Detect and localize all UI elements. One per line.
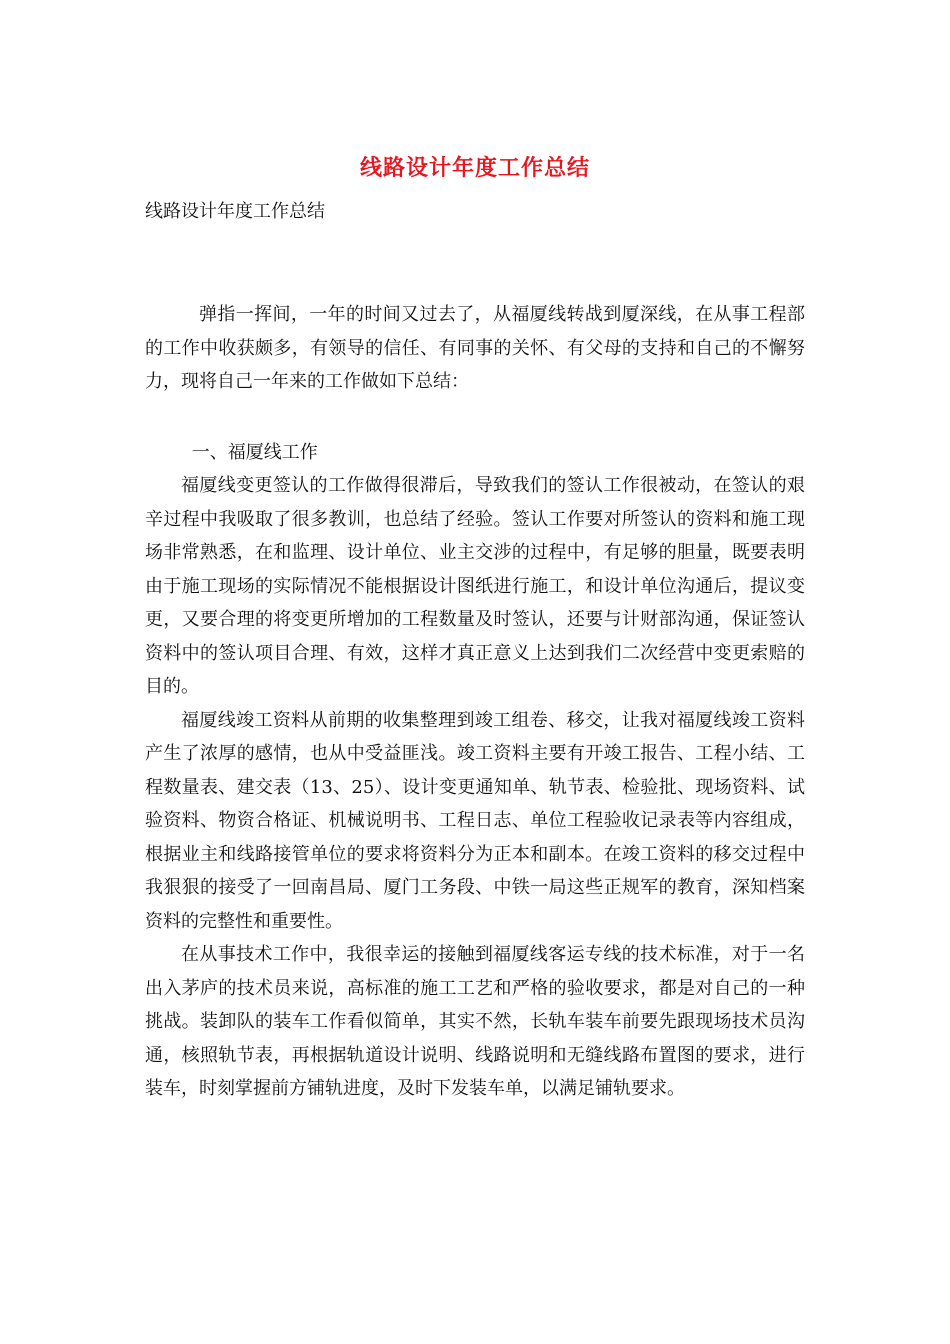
body-paragraph: 福厦线竣工资料从前期的收集整理到竣工组卷、移交，让我对福厦线竣工资料产生了浓厚的感情，也从中受益匪浅。竣工资料主要有开竣工报告、工程小结、工程数量表、建交表（13、25）、设计变更通知单、轨节表、检验批、现场资料、试验资料、物资合格证、机械说明书、工程日志、单位工程验收记录表等内容组成，根据业主和线路接管单位的要求将资料分为正本和副本。在竣工资料的移交过程中我狠狠的接受了一回南昌局、厦门工务段、中铁一局这些正规军的教育，深知档案资料的完整性和重要性。 [145, 709, 805, 932]
intro-paragraph: 弹指一挥间，一年的时间又过去了，从福厦线转战到厦深线，在从事工程部的工作中收获颇多，有领导的信任、有同事的关怀、有父母的支持和自己的不懈努力，现将自己一年来的工作做如下总结： [145, 304, 805, 392]
document-subtitle: 线路设计年度工作总结 [145, 201, 325, 222]
body-paragraph: 福厦线变更签认的工作做得很滞后，导致我们的签认工作很被动，在签认的艰辛过程中我吸取了很多教训，也总结了经验。签认工作要对所签认的资料和施工现场非常熟悉，在和监理、设计单位、业主交涉的过程中，有足够的胆量，既要表明由于施工现场的实际情况不能根据设计图纸进行施工，和设计单位沟通后，提议变更，又要合理的将变更所增加的工程数量及时签认，还要与计财部沟通，保证签认资料中的签认项目合理、有效，这样才真正意义上达到我们二次经营中变更索赔的目的。 [145, 475, 805, 697]
document-title: 线路设计年度工作总结 [359, 155, 590, 181]
document-body [145, 298, 805, 1106]
section-heading: 一、福厦线工作 [191, 441, 318, 463]
body-paragraph: 在从事技术工作中，我很幸运的接触到福厦线客运专线的技术标准，对于一名出入茅庐的技术员来说，高标准的施工工艺和严格的验收要求，都是对自己的一种挑战。装卸队的装车工作看似简单，其实不然，长轨车装车前要先跟现场技术员沟通，核照轨节表，再根据轨道设计说明、线路说明和无缝线路布置图的要求，进行装车，时刻掌握前方铺轨进度，及时下发装车单，以满足铺轨要求。 [145, 944, 805, 1099]
